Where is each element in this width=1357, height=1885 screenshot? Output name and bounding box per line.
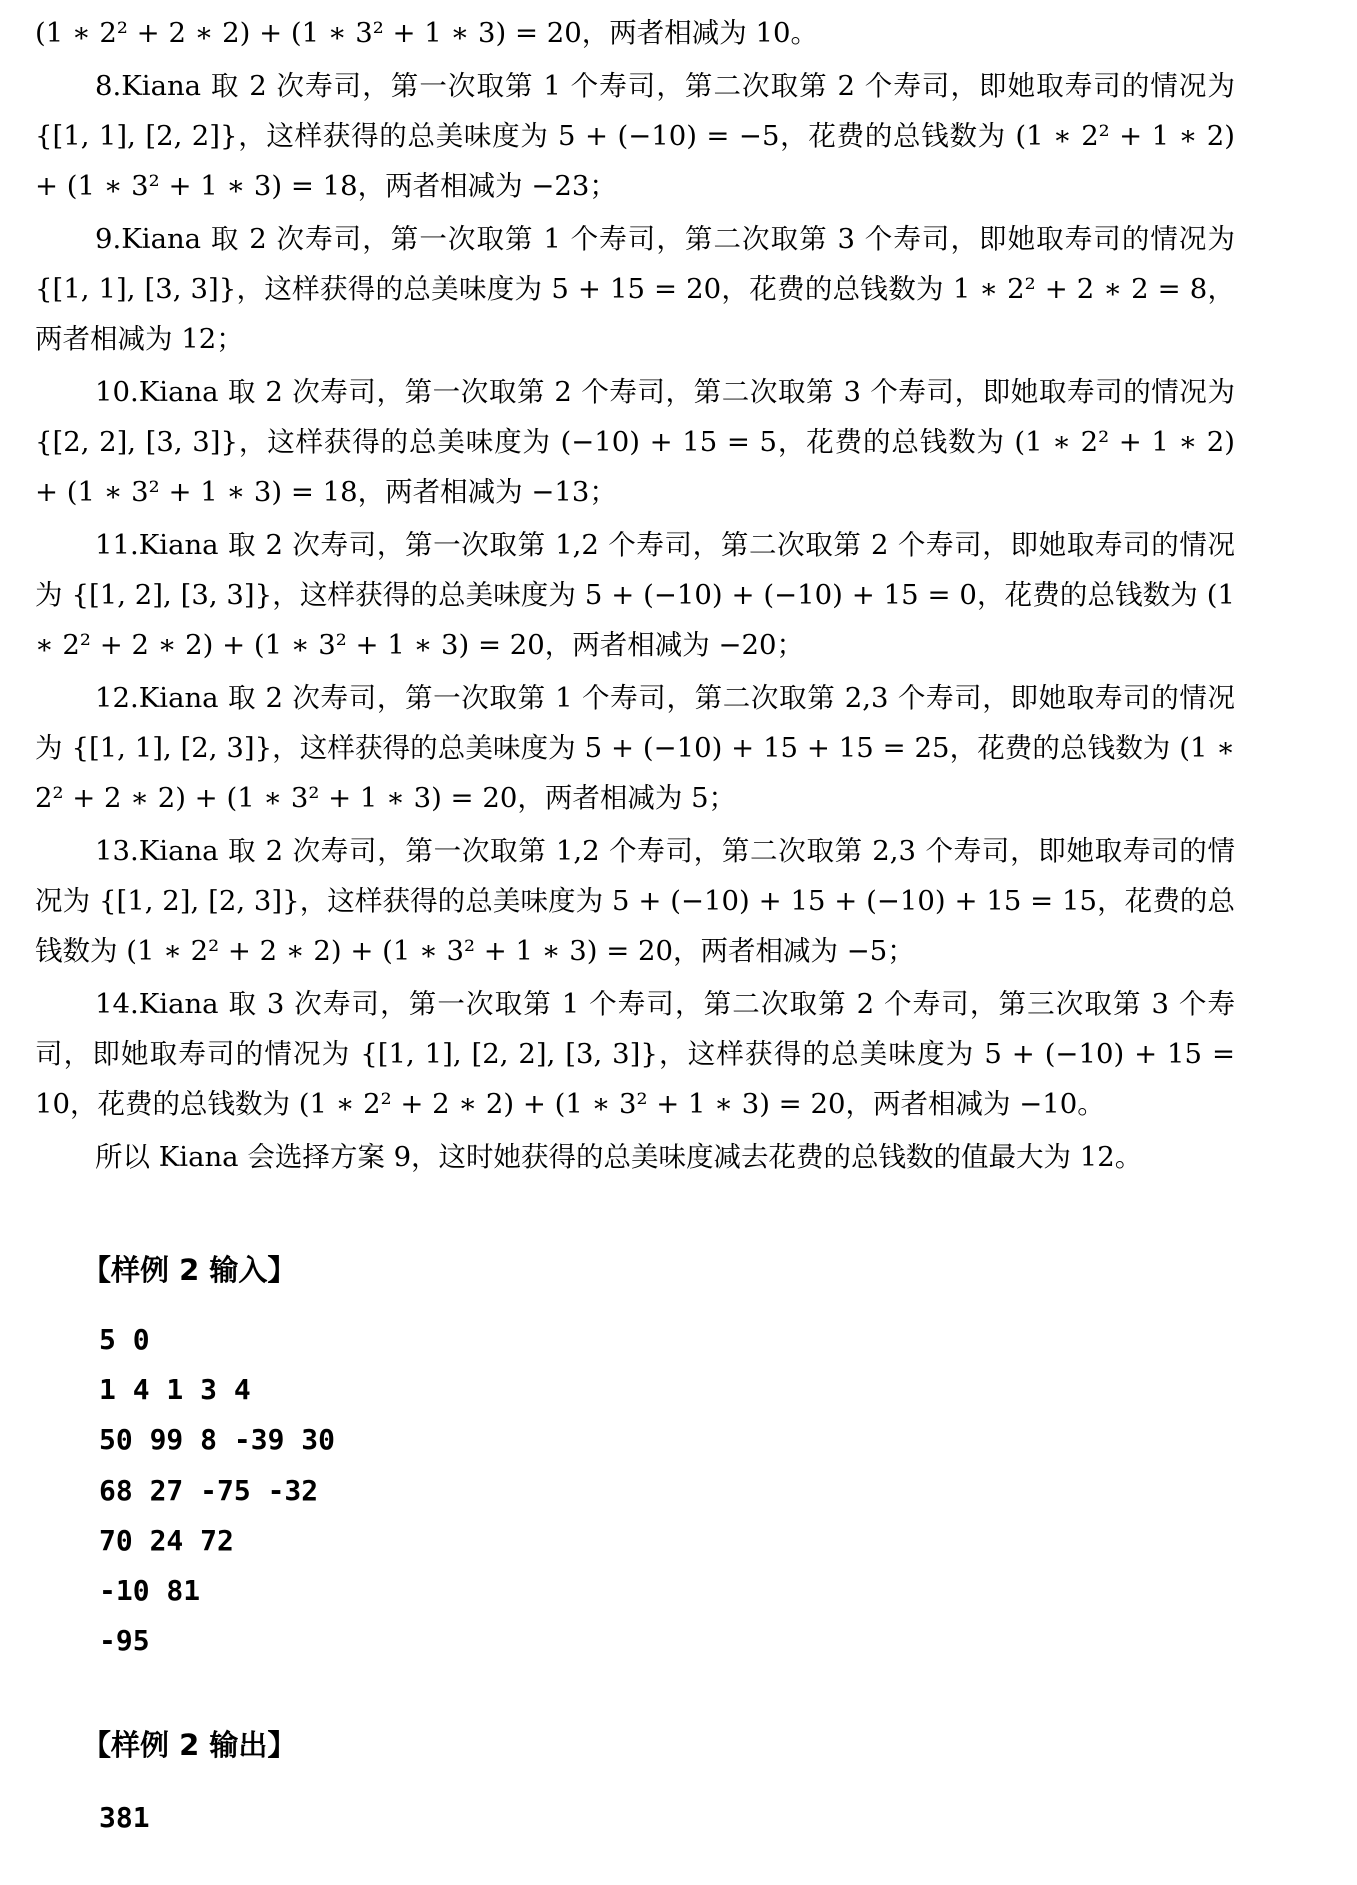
sample-2-output-title: 【样例 2 输出】	[82, 1728, 297, 1762]
code-line: 5 0	[99, 1323, 150, 1356]
code-line: -95	[99, 1624, 150, 1658]
paragraph-case-8: 8.Kiana 取 2 次寿司，第一次取第 1 个寿司，第二次取第 2 个寿司，即她取寿司的情况为 {[1, 1], [2, 2]}，这样获得的总美味度为 5 + (−10) = −5，花费的总钱数为 (1 ∗ 2² + 1 ∗ 2) + (1 ∗ 3² + 1 ∗ 3) = 18，两者相减为 −23；	[35, 70, 1235, 202]
paragraph-case-11: 11.Kiana 取 2 次寿司，第一次取第 1,2 个寿司，第二次取第 2 个寿司，即她取寿司的情况为 {[1, 2], [3, 3]}，这样获得的总美味度为 5 + (−10) + (−10) + 15 = 0，花费的总钱数为 (1 ∗ 2² + 2 ∗ 2) + (1 ∗ 3² + 1 ∗ 3) = 20，两者相减为 −20；	[35, 529, 1235, 661]
code-line: 381	[99, 1801, 150, 1834]
code-line: 68 27 -75 -32	[99, 1473, 319, 1507]
sample-2-input-code	[99, 1315, 335, 1666]
paragraph-case-7-tail: (1 ∗ 2² + 2 ∗ 2) + (1 ∗ 3² + 1 ∗ 3) = 20，两者相减为 10。	[35, 17, 818, 49]
code-line: 50 99 8 -39 30	[99, 1423, 336, 1457]
sample-2-output-code	[99, 1793, 150, 1843]
paragraph-case-12: 12.Kiana 取 2 次寿司，第一次取第 1 个寿司，第二次取第 2,3 个寿司，即她取寿司的情况为 {[1, 1], [2, 3]}，这样获得的总美味度为 5 + (−10) + 15 + 15 = 25，花费的总钱数为 (1 ∗ 2² + 2 ∗ 2) + (1 ∗ 3² + 1 ∗ 3) = 20，两者相减为 5；	[35, 682, 1235, 814]
paragraph-conclusion: 所以 Kiana 会选择方案 9，这时她获得的总美味度减去花费的总钱数的值最大为 12。	[95, 1141, 1143, 1173]
code-line: -10 81	[99, 1573, 201, 1607]
explanation-text	[35, 8, 1235, 1185]
code-line: 1 4 1 3 4	[99, 1373, 251, 1407]
code-line: 70 24 72	[99, 1523, 234, 1557]
paragraph-case-9: 9.Kiana 取 2 次寿司，第一次取第 1 个寿司，第二次取第 3 个寿司，即她取寿司的情况为 {[1, 1], [3, 3]}，这样获得的总美味度为 5 + 15 = 20，花费的总钱数为 1 ∗ 2² + 2 ∗ 2 = 8，两者相减为 12；	[35, 223, 1235, 355]
paragraph-case-10: 10.Kiana 取 2 次寿司，第一次取第 2 个寿司，第二次取第 3 个寿司，即她取寿司的情况为 {[2, 2], [3, 3]}，这样获得的总美味度为 (−10) + 15 = 5，花费的总钱数为 (1 ∗ 2² + 1 ∗ 2) + (1 ∗ 3² + 1 ∗ 3) = 18，两者相减为 −13；	[35, 376, 1235, 508]
paragraph-case-14: 14.Kiana 取 3 次寿司，第一次取第 1 个寿司，第二次取第 2 个寿司，第三次取第 3 个寿司，即她取寿司的情况为 {[1, 1], [2, 2], [3, 3]}，这样获得的总美味度为 5 + (−10) + 15 = 10，花费的总钱数为 (1 ∗ 2² + 2 ∗ 2) + (1 ∗ 3² + 1 ∗ 3) = 20，两者相减为 −10。	[35, 988, 1235, 1120]
paragraph-case-13: 13.Kiana 取 2 次寿司，第一次取第 1,2 个寿司，第二次取第 2,3 个寿司，即她取寿司的情况为 {[1, 2], [2, 3]}，这样获得的总美味度为 5 + (−10) + 15 + (−10) + 15 = 15，花费的总钱数为 (1 ∗ 2² + 2 ∗ 2) + (1 ∗ 3² + 1 ∗ 3) = 20，两者相减为 −5；	[35, 835, 1235, 967]
sample-2-input-title: 【样例 2 输入】	[82, 1253, 297, 1287]
